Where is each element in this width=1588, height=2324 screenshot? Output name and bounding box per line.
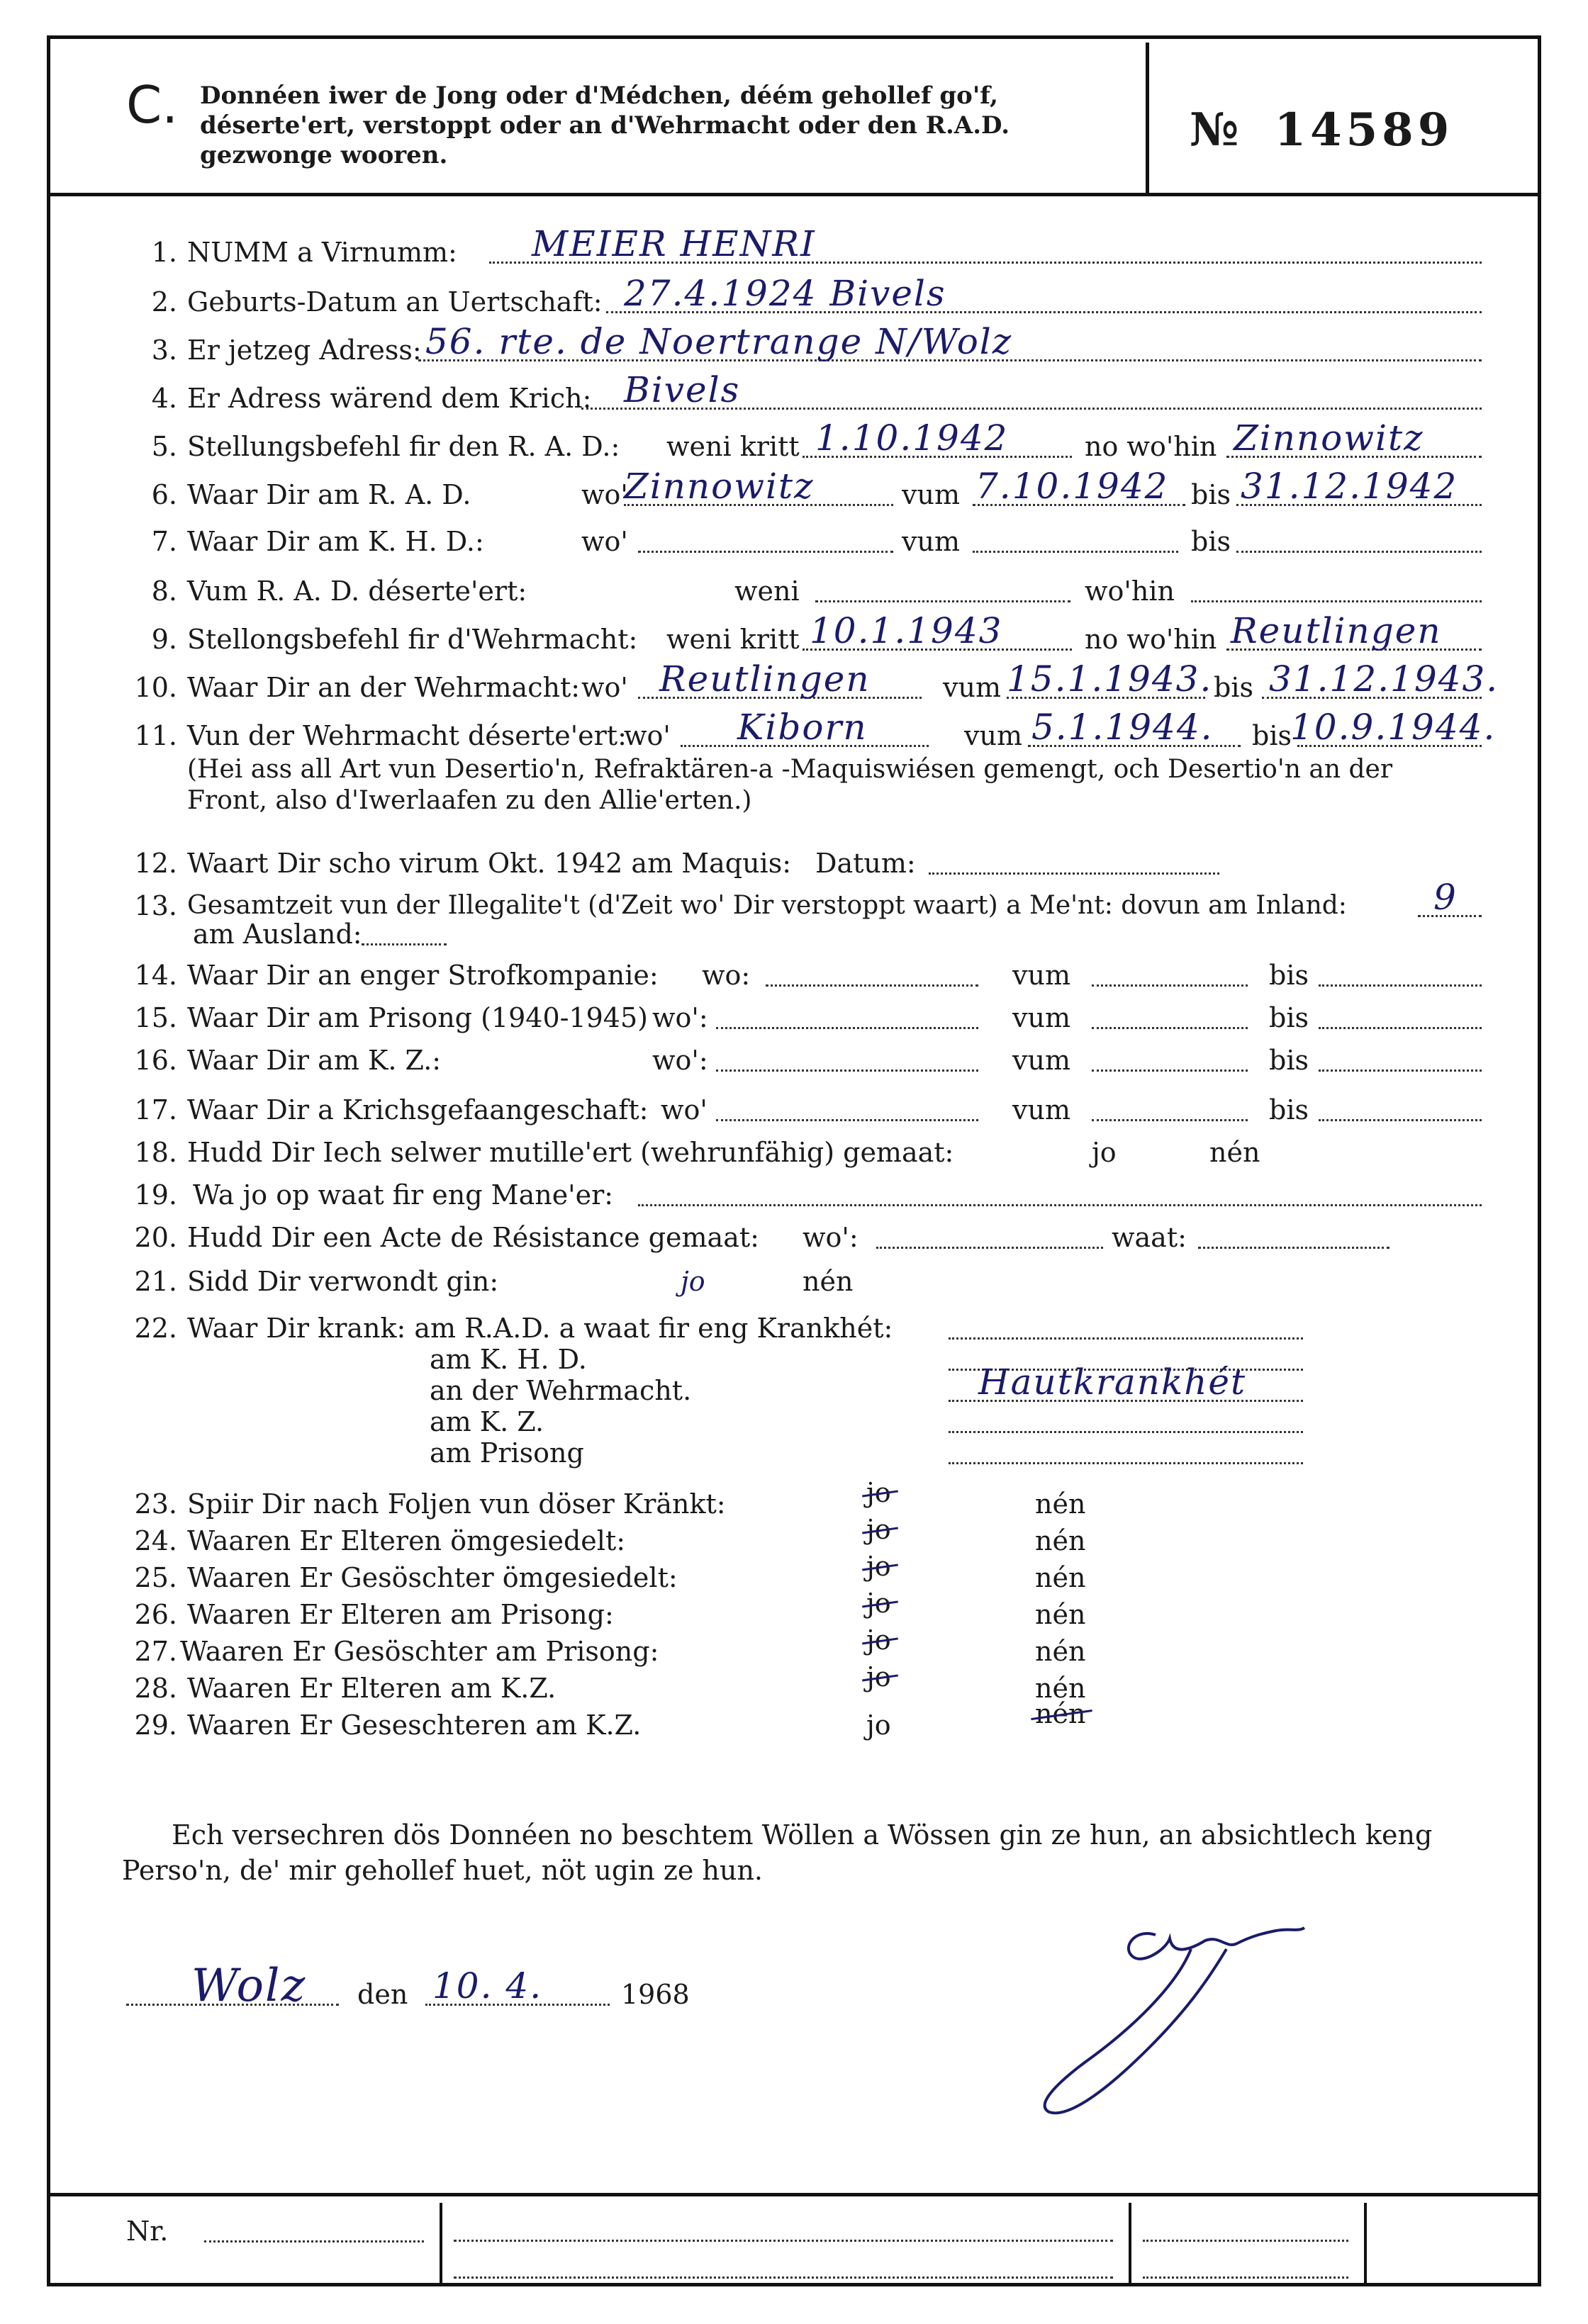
vum-label: vum (1012, 1002, 1070, 1033)
item-label: Waar Dir krank: am R.A.D. a waat fir eng Krankhét: (187, 1313, 893, 1344)
nen-option[interactable]: nén (1035, 1525, 1086, 1556)
footer-dotted-line (454, 2240, 1113, 2242)
item-label: Vum R. A. D. déserte'ert: (187, 576, 527, 607)
jo-option-struck[interactable]: jo (866, 1588, 891, 1619)
item-number: 18. (134, 1137, 177, 1168)
item-number: 2. (151, 286, 177, 318)
bis-label: bis (1269, 1094, 1309, 1125)
dotted-line (1092, 1070, 1248, 1072)
dotted-line (949, 1462, 1303, 1464)
wo-label: wo': (652, 1045, 708, 1076)
item-label: Waar Dir an enger Strofkompanie: (187, 960, 659, 991)
footer-dotted-line (454, 2277, 1113, 2279)
item-number: 6. (151, 479, 177, 510)
handwritten-place[interactable]: Reutlingen (659, 658, 871, 700)
nen-option[interactable]: nén (1035, 1562, 1086, 1593)
nen-option[interactable]: nén (1035, 1488, 1086, 1520)
item-number: 1. (151, 237, 177, 268)
header-divider (47, 193, 1541, 196)
item-number: 9. (151, 624, 177, 655)
item-number: 25. (134, 1562, 177, 1593)
item-label: Geburts-Datum an Uertschaft: (187, 286, 603, 318)
item-number: 8. (151, 576, 177, 607)
number-symbol: № (1190, 103, 1243, 157)
dotted-line (1319, 1027, 1482, 1029)
header-vertical-divider (1146, 43, 1149, 193)
item-number: 13. (134, 890, 177, 921)
dotted-line (815, 600, 1070, 602)
item-label: Spiir Dir nach Foljen vun döser Kränkt: (187, 1488, 726, 1520)
item-number: 15. (134, 1002, 177, 1033)
dotted-line (1092, 1027, 1248, 1029)
item-label: Waaren Er Gesöschter am Prisong: (180, 1636, 659, 1667)
bis-label: bis (1214, 672, 1253, 703)
item-number: 17. (134, 1094, 177, 1125)
vum-label: vum (943, 672, 1001, 703)
item-23 (0, 1477, 1086, 1520)
item-label: Er Adress wärend dem Krich: (187, 383, 592, 414)
nen-option[interactable]: nén (803, 1266, 854, 1297)
item-label: Hudd Dir een Acte de Résistance gemaat: (187, 1222, 759, 1253)
ausland-label: am Ausland: (193, 919, 362, 950)
item-number: 10. (134, 672, 177, 703)
item-label: Stellongsbefehl fir d'Wehrmacht: (187, 624, 638, 655)
den-label: den (357, 1979, 408, 2010)
wo-label: wo' (581, 479, 628, 510)
footer-column-divider (440, 2203, 442, 2286)
wohin-label: no wo'hin (1085, 431, 1217, 462)
form-number (1190, 103, 1453, 157)
item-11-note: (Hei ass all Art vun Desertio'n, Refraktären-a -Maquiswiésen gemengt, och Desertio'n an der (187, 755, 1393, 784)
item-label: Sidd Dir verwondt gin: (187, 1266, 499, 1297)
item-number: 23. (134, 1488, 177, 1520)
dotted-line (876, 1247, 1103, 1249)
sub-label: am K. Z. (430, 1406, 544, 1437)
handwritten-place[interactable]: Zinnowitz (1234, 417, 1424, 459)
item-label: Waar Dir a Krichsgefaangeschaft: (187, 1094, 649, 1125)
item-number: 28. (134, 1673, 177, 1704)
dotted-line (1092, 1119, 1248, 1121)
nen-option[interactable]: nén (1035, 1599, 1086, 1630)
item-number: 29. (134, 1710, 177, 1741)
bis-label: bis (1269, 960, 1309, 991)
dotted-line (973, 551, 1178, 553)
jo-option[interactable]: jo (866, 1710, 891, 1741)
jo-option-struck[interactable]: jo (866, 1551, 891, 1582)
item-label: NUMM a Virnumm: (187, 237, 457, 268)
vum-label: vum (964, 720, 1022, 751)
item-label: Waaren Er Geseschteren am K.Z. (187, 1710, 642, 1741)
bis-label: bis (1269, 1045, 1309, 1076)
number-value: 14589 (1274, 103, 1454, 157)
handwritten-place[interactable]: Zinnowitz (624, 466, 815, 507)
item-label: Waaren Er Elteren am Prisong: (187, 1599, 614, 1630)
bis-label: bis (1191, 479, 1231, 510)
sub-label: am Prisong (430, 1437, 584, 1469)
section-letter: C. (126, 75, 179, 135)
sub-label: an der Wehrmacht. (430, 1375, 692, 1406)
item-29 (0, 1698, 1086, 1741)
sub-label: am K. H. D. (430, 1344, 587, 1375)
dotted-line (929, 872, 1219, 875)
vum-label: vum (1012, 1045, 1070, 1076)
dotted-line (716, 1070, 978, 1072)
item-label: Waart Dir scho virum Okt. 1942 am Maquis: (187, 848, 792, 879)
weni-label: weni kritt (666, 431, 800, 462)
item-27 (0, 1624, 1086, 1667)
wo-label: wo' (581, 526, 628, 557)
item-number: 21. (134, 1266, 177, 1297)
header-description: Donnéen iwer de Jong oder d'Médchen, déém gehollef go'f, déserte'ert, verstoppt oder an d'Wehrmacht oder den R.A.D. gezwonge wooren. (200, 82, 1010, 169)
dotted-line (204, 2240, 424, 2242)
dotted-line (1191, 600, 1482, 602)
item-28 (0, 1661, 1086, 1704)
footer-table-top (47, 2193, 1541, 2196)
nen-option[interactable]: nén (1035, 1673, 1086, 1704)
handwritten-date[interactable]: 15.1.1943. (1007, 658, 1213, 700)
footer-column-divider (1129, 2203, 1131, 2286)
item-number: 3. (151, 335, 177, 366)
item-label: Waar Dir an der Wehrmacht: (187, 672, 581, 703)
handwritten-date[interactable]: 31.12.1942 (1241, 466, 1458, 507)
handwritten-date[interactable]: 7.10.1942 (975, 466, 1169, 507)
datum-label: Datum: (815, 848, 916, 879)
vum-label: vum (902, 479, 960, 510)
waat-label: waat: (1112, 1222, 1187, 1253)
handwritten-place[interactable]: Wolz (191, 1960, 307, 2012)
weni-label: weni kritt (666, 624, 800, 655)
jo-option-checked[interactable]: jo (681, 1266, 705, 1297)
handwritten-date[interactable]: 10. 4. (432, 1965, 543, 2006)
wo-label: wo' (581, 672, 628, 703)
wo-label: wo' (661, 1094, 708, 1125)
item-label: Waar Dir am K. Z.: (187, 1045, 442, 1076)
item-number: 11. (134, 720, 177, 751)
item-25 (0, 1551, 1086, 1593)
footer-column-divider (1364, 2203, 1367, 2286)
item-number: 4. (151, 383, 177, 414)
item-number: 24. (134, 1525, 177, 1556)
item-number: 20. (134, 1222, 177, 1253)
dotted-line (949, 1337, 1303, 1340)
bis-label: bis (1252, 720, 1292, 751)
nr-label: Nr. (126, 2216, 169, 2247)
dotted-line (1236, 551, 1482, 553)
item-number: 22. (134, 1313, 177, 1344)
item-label: Stellungsbefehl fir den R. A. D.: (187, 431, 620, 462)
item-label: Waar Dir am Prisong (1940-1945) (187, 1002, 648, 1033)
footer-dotted-line (1143, 2277, 1348, 2279)
weni-label: weni (734, 576, 800, 607)
item-label: Hudd Dir Iech selwer mutille'ert (wehrunfähig) gemaat: (187, 1137, 954, 1168)
wohin-label: no wo'hin (1085, 624, 1217, 655)
item-label: Waaren Er Elteren ömgesiedelt: (187, 1525, 626, 1556)
item-label: Waar Dir am K. H. D.: (187, 526, 484, 557)
handwritten-war-address[interactable]: Bivels (624, 369, 741, 410)
dotted-line (1319, 1070, 1482, 1072)
wo-label: wo': (652, 1002, 708, 1033)
dotted-line (716, 1119, 978, 1121)
handwritten-birth[interactable]: 27.4.1924 Bivels (624, 273, 946, 314)
item-label: Wa jo op waat fir eng Mane'er: (193, 1179, 614, 1211)
handwritten-date[interactable]: 10.9.1944. (1290, 707, 1497, 748)
bis-label: bis (1269, 1002, 1309, 1033)
item-number: 19. (134, 1179, 177, 1211)
handwritten-place[interactable]: Reutlingen (1231, 610, 1442, 651)
dotted-line (638, 551, 893, 553)
item-label: Vun der Wehrmacht déserte'ert: (187, 720, 627, 751)
dotted-line (1319, 984, 1482, 987)
jo-option-struck[interactable]: jo (866, 1477, 891, 1508)
item-24 (0, 1514, 1086, 1556)
item-number: 27. (134, 1636, 177, 1667)
dotted-line (1092, 984, 1248, 987)
declaration-text: Ech versechren dös Donnéen no beschtem Wöllen a Wössen gin ze hun, an absichtlech keng Perso'n, de' mir gehollef huet, nöt ugin ze hun. (122, 1819, 1433, 1886)
handwritten-place[interactable]: Kiborn (737, 707, 868, 748)
handwritten-date[interactable]: 31.12.1943. (1269, 658, 1499, 700)
handwritten-address[interactable]: 56. rte. de Noertrange N/Wolz (425, 321, 1013, 362)
dotted-line (1198, 1247, 1390, 1249)
wo-label: wo' (624, 720, 671, 751)
item-label: Waar Dir am R. A. D. (187, 479, 471, 510)
handwritten-name[interactable]: MEIER HENRI (532, 223, 816, 264)
dotted-line (949, 1431, 1303, 1433)
handwritten-months[interactable]: 9 (1433, 877, 1458, 918)
item-number: 12. (134, 848, 177, 879)
item-label: Waaren Er Elteren am K.Z. (187, 1673, 557, 1704)
item-label: Waaren Er Gesöschter ömgesiedelt: (187, 1562, 678, 1593)
vum-label: vum (1012, 1094, 1070, 1125)
signature[interactable] (992, 1907, 1390, 2133)
vum-label: vum (1012, 960, 1070, 991)
wohin-label: wo'hin (1085, 576, 1175, 607)
year-label: 1968 (621, 1979, 690, 2010)
item-label: Gesamtzeit vun der Illegalite't (d'Zeit wo' Dir verstoppt waart) a Me'nt: dovun am Inland: (187, 891, 1347, 920)
jo-option-struck[interactable]: jo (866, 1624, 891, 1656)
dotted-line (716, 1027, 978, 1029)
jo-option-struck[interactable]: jo (866, 1661, 891, 1693)
nen-option[interactable]: nén (1035, 1636, 1086, 1667)
handwritten-date[interactable]: 10.1.1943 (810, 610, 1003, 651)
item-number: 5. (151, 431, 177, 462)
vum-label: vum (902, 526, 960, 557)
wo-label: wo': (803, 1222, 859, 1253)
item-number: 26. (134, 1599, 177, 1630)
handwritten-illness[interactable]: Hautkrankhét (978, 1362, 1247, 1403)
footer-dotted-line (1143, 2240, 1348, 2242)
item-label: Er jetzeg Adress: (187, 335, 422, 366)
item-26 (0, 1588, 1086, 1630)
handwritten-date[interactable]: 5.1.1944. (1031, 707, 1214, 748)
dotted-line (1319, 1119, 1482, 1121)
jo-option[interactable]: jo (1092, 1137, 1117, 1168)
item-number: 16. (134, 1045, 177, 1076)
dotted-line (638, 1204, 1482, 1206)
nen-option-struck[interactable]: nén (1035, 1698, 1086, 1729)
bis-label: bis (1191, 526, 1231, 557)
handwritten-date[interactable]: 1.10.1942 (815, 417, 1009, 459)
item-number: 14. (134, 960, 177, 991)
item-number: 7. (151, 526, 177, 557)
item-11-note: Front, also d'Iwerlaafen zu den Allie'erten.) (187, 786, 752, 815)
nen-option[interactable]: nén (1209, 1137, 1260, 1168)
dotted-line (362, 943, 447, 945)
wo-label: wo: (702, 960, 751, 991)
jo-option-struck[interactable]: jo (866, 1514, 891, 1545)
dotted-line (766, 984, 978, 987)
